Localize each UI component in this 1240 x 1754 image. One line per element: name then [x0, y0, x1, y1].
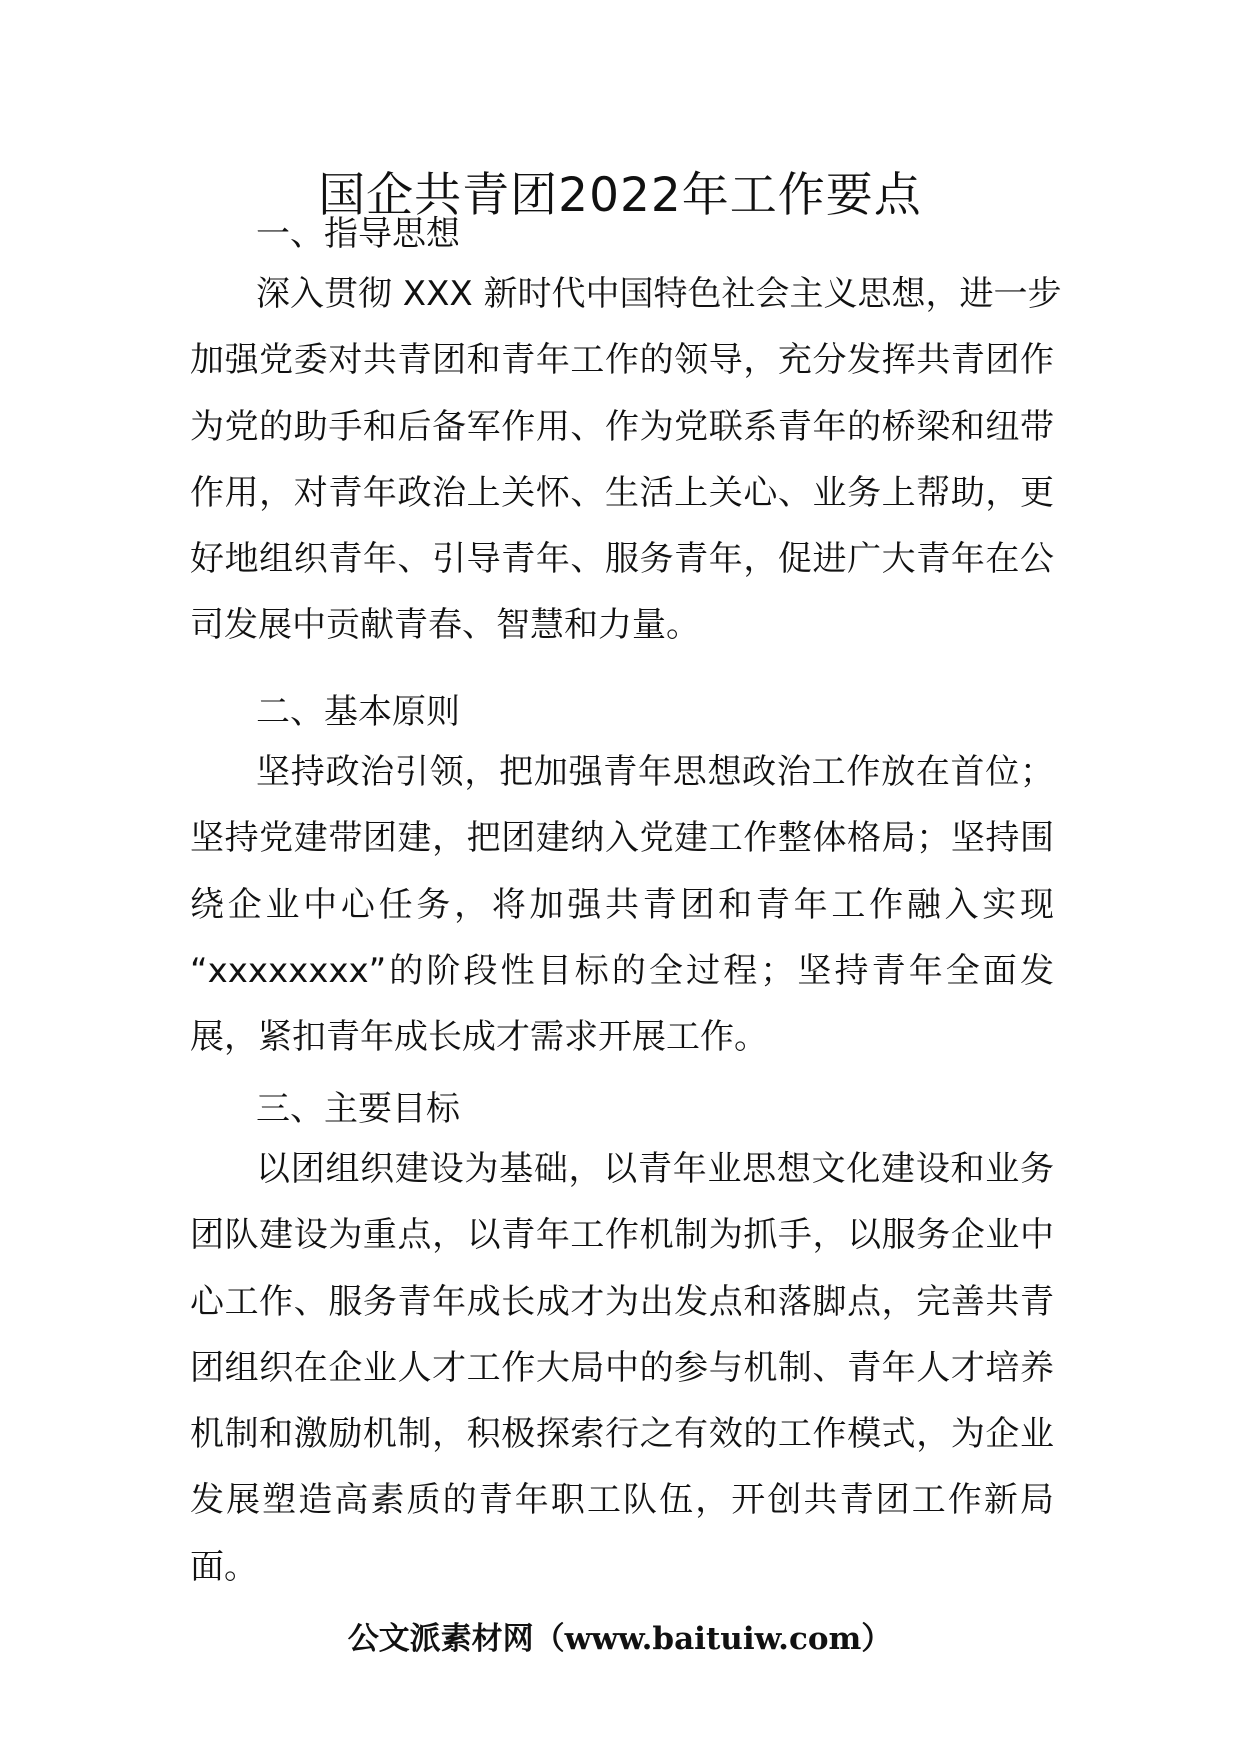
paragraph-line: 好地组织青年、引导青年、服务青年，促进广大青年在公 [190, 539, 1054, 580]
section-heading-guiding-ideology: 一、指导思想 [256, 214, 460, 254]
paragraph-line: 面。 [190, 1546, 258, 1587]
paragraph-line: 以团组织建设为基础，以青年业思想文化建设和业务 [256, 1149, 1054, 1189]
section-body-main-goals [190, 1136, 1054, 1600]
paragraph-line: 深入贯彻 XXX 新时代中国特色社会主义思想，进一步 [256, 274, 1062, 314]
paragraph-line: 坚持政治引领，把加强青年思想政治工作放在首位； [256, 752, 1054, 792]
footer-watermark-text: 公文派素材网（www.baituiw.com） [347, 1621, 893, 1657]
paragraph-line: 作用，对青年政治上关怀、生活上关心、业务上帮助，更 [190, 472, 1054, 513]
paragraph-line: 为党的助手和后备军作用、作为党联系青年的桥梁和纽带 [190, 406, 1054, 447]
section-body-guiding-ideology [190, 261, 1062, 659]
section-body-basic-principles [190, 739, 1054, 1070]
paragraph-line: 机制和激励机制，积极探索行之有效的工作模式，为企业 [190, 1414, 1054, 1455]
paragraph-line: 加强党委对共青团和青年工作的领导，充分发挥共青团作 [190, 340, 1054, 381]
paragraph-line: 绕企业中心任务，将加强共青团和青年工作融入实现 [190, 884, 1054, 925]
paragraph-line: 团队建设为重点，以青年工作机制为抓手，以服务企业中 [190, 1215, 1054, 1256]
paragraph-line: “xxxxxxxx”的阶段性目标的全过程；坚持青年全面发 [190, 950, 1054, 991]
paragraph-line: 司发展中贡献青春、智慧和力量。 [190, 605, 700, 646]
paragraph-line: 发展塑造高素质的青年职工队伍，开创共青团工作新局 [190, 1480, 1054, 1521]
paragraph-line: 团组织在企业人才工作大局中的参与机制、青年人才培养 [190, 1347, 1054, 1388]
paragraph-line: 坚持党建带团建，把团建纳入党建工作整体格局；坚持围 [190, 818, 1054, 859]
section-heading-basic-principles: 二、基本原则 [256, 692, 460, 732]
paragraph-line: 心工作、服务青年成长成才为出发点和落脚点，完善共青 [190, 1281, 1054, 1322]
paragraph-line: 展，紧扣青年成长成才需求开展工作。 [190, 1017, 768, 1058]
section-heading-main-goals: 三、主要目标 [256, 1089, 460, 1129]
document-title: 国企共青团2022年工作要点 [318, 168, 922, 223]
